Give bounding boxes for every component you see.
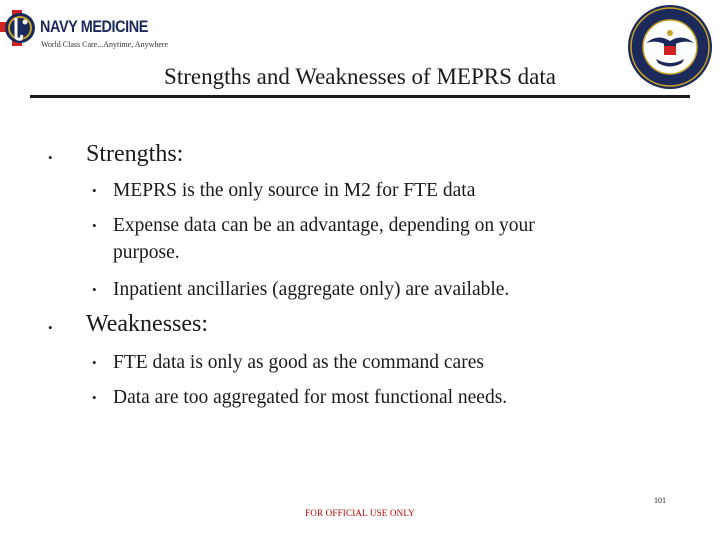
- list-item-text: Expense data can be an advantage, depending on your: [113, 215, 535, 236]
- classification-footer: FOR OFFICIAL USE ONLY: [305, 508, 415, 518]
- list-item-text: Data are too aggregated for most functional needs.: [113, 387, 508, 408]
- list-item-text: purpose.: [113, 242, 180, 263]
- bullet: •: [48, 320, 53, 335]
- logo-tagline: World Class Care...Anytime, Anywhere: [41, 40, 169, 49]
- page-number: 101: [654, 496, 666, 505]
- bullet: •: [92, 282, 97, 297]
- strengths-heading: Strengths:: [86, 141, 184, 167]
- navy-medicine-emblem-icon: [0, 6, 40, 54]
- weaknesses-heading: Weaknesses:: [86, 311, 209, 337]
- logo-name: NAVY MEDICINE: [40, 17, 148, 36]
- bullet: •: [48, 150, 53, 165]
- list-item-text: FTE data is only as good as the command cares: [113, 352, 484, 373]
- bullet: •: [92, 390, 97, 405]
- bullet: •: [92, 355, 97, 370]
- list-item-text: Inpatient ancillaries (aggregate only) are available.: [113, 279, 510, 300]
- slide-title: Strengths and Weaknesses of MEPRS data: [164, 64, 556, 89]
- navy-medicine-logo: [0, 6, 169, 56]
- title-rule: [30, 95, 690, 98]
- bullet: •: [92, 183, 97, 198]
- bullet: •: [92, 218, 97, 233]
- list-item-text: MEPRS is the only source in M2 for FTE data: [113, 180, 476, 201]
